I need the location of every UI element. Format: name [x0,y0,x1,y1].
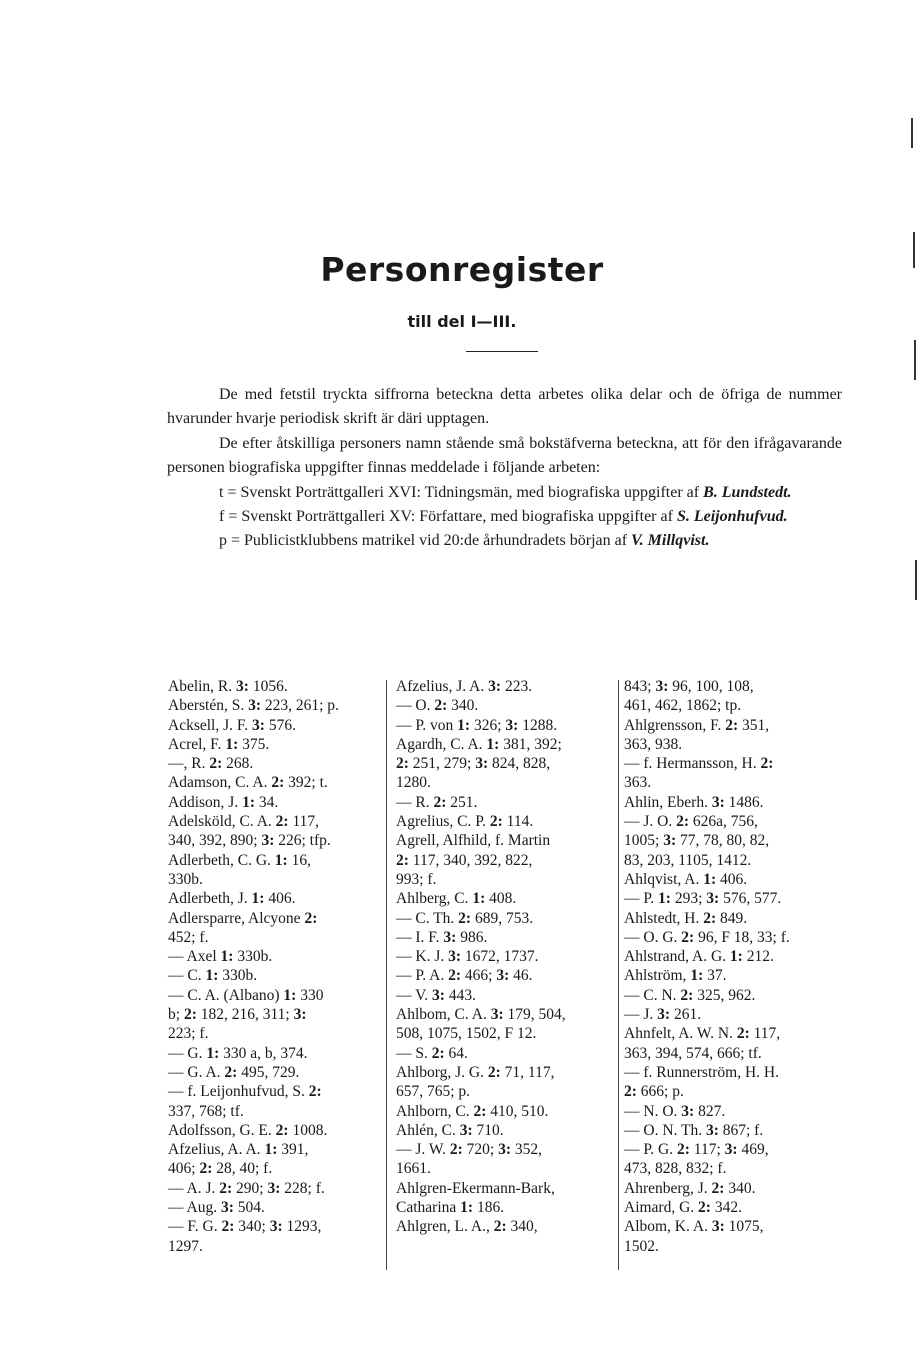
index-entry: Ahlberg, C. 1: 408. [396,890,517,908]
index-entry: Ahlstrand, A. G. 1: 212. [624,948,774,966]
index-entry: 1502. [624,1237,659,1255]
index-entry: 363. [624,774,652,792]
index-entry: Agrelius, C. P. 2: 114. [396,813,534,831]
index-entry: Adlerbeth, J. 1: 406. [168,890,296,908]
index-entry: Ahlstedt, H. 2: 849. [624,909,748,927]
legend-f [167,505,842,529]
index-entry: — S. 2: 64. [396,1044,468,1062]
column-divider [386,680,387,1270]
index-entry: — V. 3: 443. [396,986,476,1004]
index-entry: 473, 828, 832; f. [624,1160,727,1178]
scan-edge-mark [911,118,913,148]
index-entry: 363, 394, 574, 666; tf. [624,1044,762,1062]
legend-t-text: t = Svenskt Porträttgalleri XVI: Tidningsmän, med biografiska uppgifter af [219,483,704,501]
index-entry: — O. 2: 340. [396,697,479,715]
index-entry: Afzelius, A. A. 1: 391, [168,1141,309,1159]
index-entry: 2: 117, 340, 392, 822, [396,851,533,869]
index-entry: 657, 765; p. [396,1083,471,1101]
index-entry: — G. A. 2: 495, 729. [168,1063,300,1081]
index-entry: — f. Leijonhufvud, S. 2: [168,1083,322,1101]
index-entry: — A. J. 2: 290; 3: 228; f. [168,1179,325,1197]
index-entry: Ahnfelt, A. W. N. 2: 117, [624,1025,781,1043]
index-entry: Adolfsson, G. E. 2: 1008. [168,1121,328,1139]
index-entry: Agardh, C. A. 1: 381, 392; [396,735,562,753]
index-entry: 223; f. [168,1025,209,1043]
index-entry: 1005; 3: 77, 78, 80, 82, [624,832,770,850]
index-entry: 452; f. [168,928,209,946]
index-entry: — Axel 1: 330b. [168,948,273,966]
index-entry: 83, 203, 1105, 1412. [624,851,752,869]
page-subtitle: till del I—III. [407,312,517,331]
index-entry: 843; 3: 96, 100, 108, [624,678,754,695]
index-entry: — P. von 1: 326; 3: 1288. [396,716,558,734]
index-entry: Ahlén, C. 3: 710. [396,1121,504,1139]
index-entry: Ahlborg, J. G. 2: 71, 117, [396,1063,555,1081]
index-entry: —, R. 2: 268. [168,755,254,773]
index-entry: Ahlborn, C. 2: 410, 510. [396,1102,549,1120]
index-entry: — Aug. 3: 504. [168,1199,265,1217]
page-title: Personregister [320,250,604,289]
index-entry: 406; 2: 28, 40; f. [168,1160,273,1178]
intro-paragraph: De efter åtskilliga personers namn stående små bokstäfverna beteckna, att för den ifrågavarande personen biografiska uppgifter finnas meddelade i följande arbeten: [167,434,842,477]
index-entry: 508, 1075, 1502, F 12. [396,1025,537,1043]
index-entry: 2: 666; p. [624,1083,684,1101]
index-entry: Ahlqvist, A. 1: 406. [624,870,748,888]
index-entry: Addison, J. 1: 34. [168,793,279,811]
index-entry: 2: 251, 279; 3: 824, 828, [396,755,551,773]
index-entry: Albom, K. A. 3: 1075, [624,1218,764,1236]
index-entry: Ahlgren-Ekermann-Bark, [396,1179,555,1197]
legend-p-author: V. Millqvist. [631,532,710,550]
legend-f-text: f = Svenskt Porträttgalleri XV: Författare, med biografiska uppgifter af [219,508,677,526]
intro-paragraph: De med fetstil tryckta siffrorna beteckna detta arbetes olika delar och de öfriga de nummer hvarunder hvarje periodisk skrift är däri upptagen. [167,386,842,428]
index-entry: Ahlgren, L. A., 2: 340, [396,1218,538,1236]
index-entry: — G. 1: 330 a, b, 374. [168,1044,308,1062]
index-entry: — R. 2: 251. [396,793,478,811]
index-entry: — P. 1: 293; 3: 576, 577. [624,890,782,908]
index-column-3 [624,677,842,1277]
scan-edge-mark [914,340,916,380]
legend-t-author: B. Lundstedt. [703,483,792,501]
index-entry: Ahlström, 1: 37. [624,967,727,985]
index-entry: — N. O. 3: 827. [624,1102,726,1120]
index-entry: Agrell, Alfhild, f. Martin [396,832,551,850]
index-entry: Ahlbom, C. A. 3: 179, 504, [396,1006,566,1024]
index-entry: Aberstén, S. 3: 223, 261; p. [168,697,339,715]
index-entry: — F. G. 2: 340; 3: 1293, [168,1218,322,1236]
legend-p-text: p = Publicistklubbens matrikel vid 20:de århundradets början af [219,532,632,550]
index-entry: 330b. [168,870,203,888]
index-entry: — C. 1: 330b. [168,967,258,985]
column-divider [618,680,619,1270]
index-entry: Aimard, G. 2: 342. [624,1199,742,1217]
index-entry: Adelsköld, C. A. 2: 117, [168,813,320,831]
index-entry: 337, 768; tf. [168,1102,244,1120]
index-entry: 1297. [168,1237,203,1255]
index-entry: — P. A. 2: 466; 3: 46. [396,967,533,985]
index-entry: Acksell, J. F. 3: 576. [168,716,296,734]
index-entry: — f. Runnerström, H. H. [624,1063,779,1081]
index-entry: Ahrenberg, J. 2: 340. [624,1179,756,1197]
index-entry: 461, 462, 1862; tp. [624,697,742,715]
index-entry: — C. A. (Albano) 1: 330 [168,986,324,1004]
index-entry: Acrel, F. 1: 375. [168,735,270,753]
index-entry: 1280. [396,774,431,792]
index-entry: Ahlin, Eberh. 3: 1486. [624,793,764,811]
index-entry: b; 2: 182, 216, 311; 3: [168,1006,307,1024]
legend-p [167,529,842,553]
index-entry: — I. F. 3: 986. [396,928,488,946]
index-entry: — C. Th. 2: 689, 753. [396,909,534,927]
index-entry: 340, 392, 890; 3: 226; tfp. [168,832,331,850]
index-entry: — C. N. 2: 325, 962. [624,986,756,1004]
index-entry: — O. N. Th. 3: 867; f. [624,1121,764,1139]
index-entry: Adlerbeth, C. G. 1: 16, [168,851,311,869]
legend-f-author: S. Leijonhufvud. [676,508,788,526]
introduction [167,383,842,554]
index-entry: — J. O. 2: 626a, 756, [624,813,758,831]
scan-edge-mark [913,232,915,268]
index-entry: 993; f. [396,870,437,888]
index-entry: 363, 938. [624,735,683,753]
index-entry: — J. 3: 261. [624,1006,702,1024]
index-entry: — J. W. 2: 720; 3: 352, [396,1141,542,1159]
index-entry: Afzelius, J. A. 3: 223. [396,678,533,695]
title-divider [466,351,538,352]
index-column-2 [396,677,612,1277]
index-entry: Abelin, R. 3: 1056. [168,678,288,695]
index-entry: — f. Hermansson, H. 2: [624,755,774,773]
index-entry: Catharina 1: 186. [396,1199,505,1217]
legend-t [167,481,842,505]
index-entry: — O. G. 2: 96, F 18, 33; f. [624,928,790,946]
index-entry: — P. G. 2: 117; 3: 469, [624,1141,769,1159]
index-entry: Ahlgrensson, F. 2: 351, [624,716,770,734]
index-entry: Adamson, C. A. 2: 392; t. [168,774,328,792]
scan-edge-mark [915,560,917,600]
index-entry: Adlersparre, Alcyone 2: [168,909,318,927]
index-entry: 1661. [396,1160,431,1178]
index-entry: — K. J. 3: 1672, 1737. [396,948,539,966]
index-column-1 [168,677,378,1277]
